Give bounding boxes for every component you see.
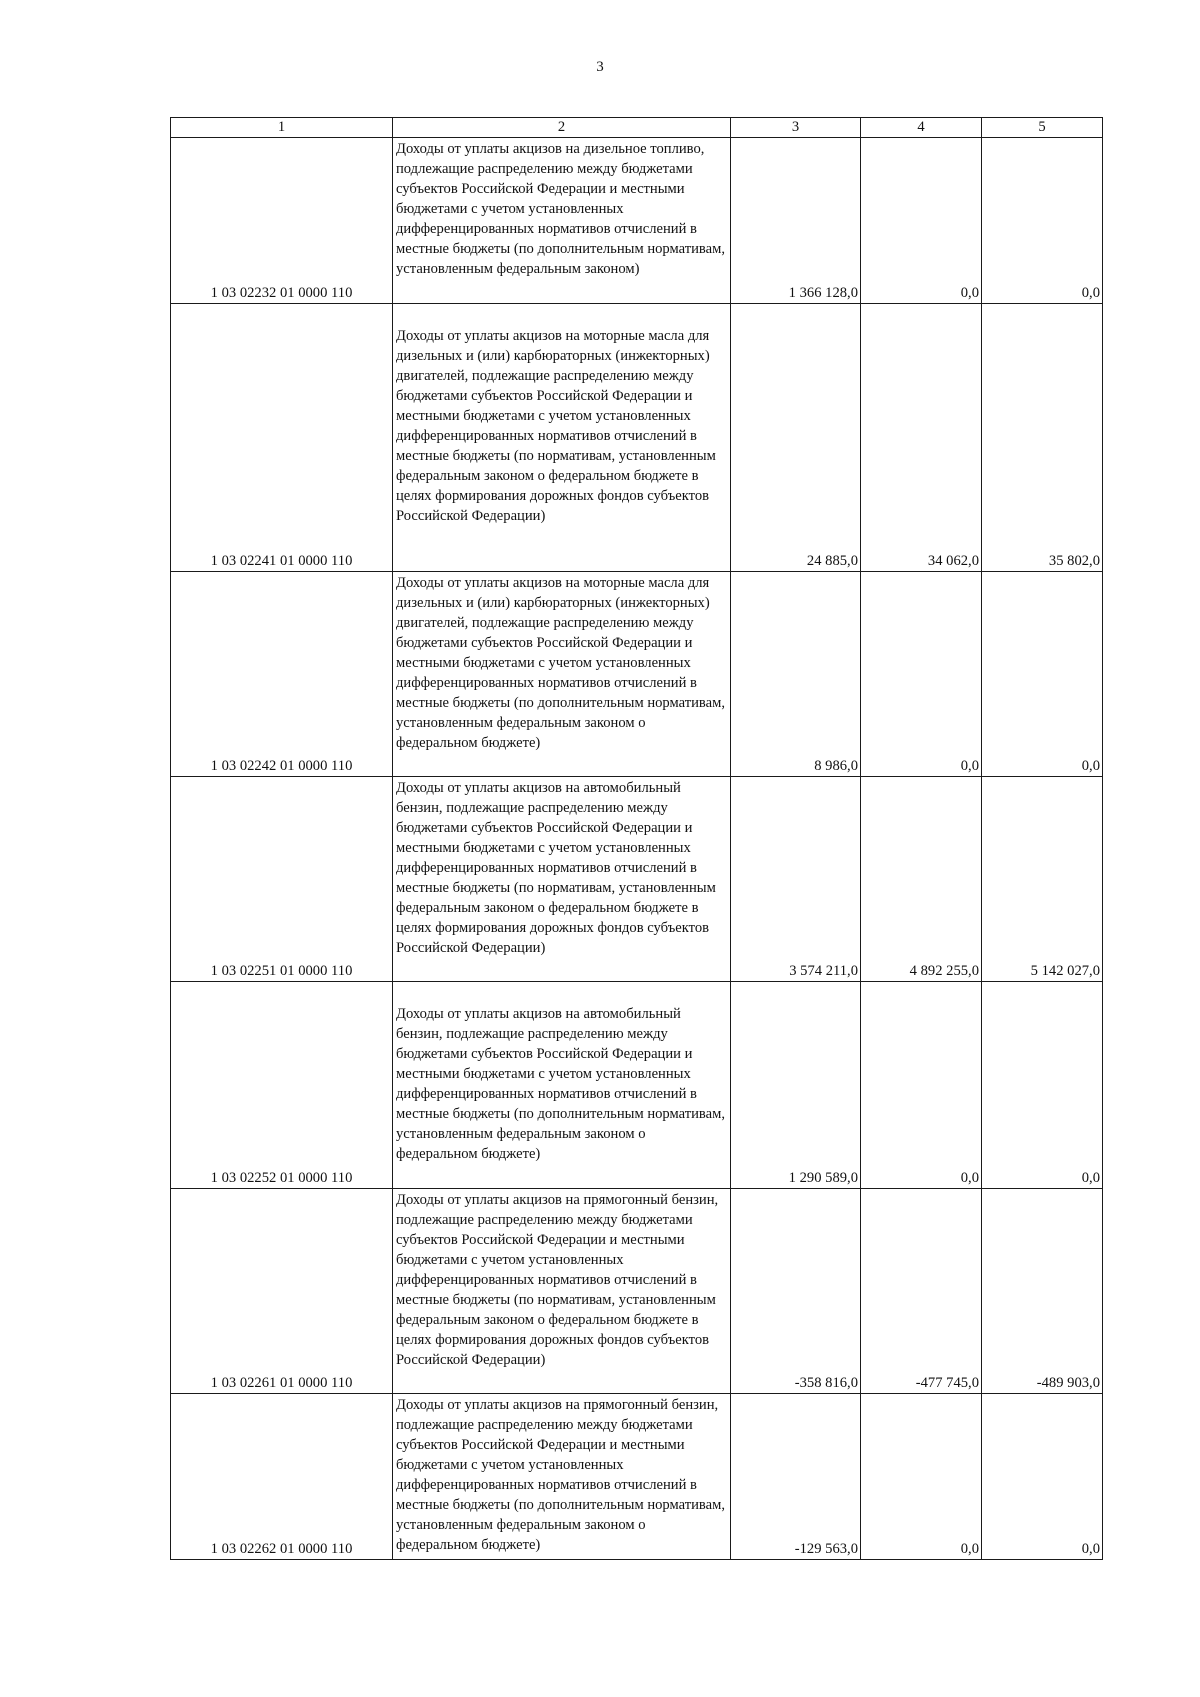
amount-column-3: 1 366 128,0 <box>731 138 861 304</box>
revenue-code: 1 03 02251 01 0000 110 <box>171 777 393 982</box>
amount-column-3: 3 574 211,0 <box>731 777 861 982</box>
revenue-description: Доходы от уплаты акцизов на прямогонный бензин, подлежащие распределению между бюджетами субъектов Российской Федерации и местными бюджетами с учетом установленных дифференцированных нормативов отчислений в местные бюджеты (по дополнительным нормативам, установленным федеральным законом о федеральном бюджете) <box>393 1394 731 1560</box>
amount-column-3: -129 563,0 <box>731 1394 861 1560</box>
column-header-3: 3 <box>731 118 861 138</box>
amount-column-5: 5 142 027,0 <box>982 777 1103 982</box>
revenue-code: 1 03 02261 01 0000 110 <box>171 1189 393 1394</box>
revenue-description: Доходы от уплаты акцизов на прямогонный бензин, подлежащие распределению между бюджетами субъектов Российской Федерации и местными бюджетами с учетом установленных дифференцированных нормативов отчислений в местные бюджеты (по нормативам, установленным федеральным законом о федеральном бюджете в целях формирования дорожных фондов субъектов Российской Федерации) <box>393 1189 731 1394</box>
amount-column-4: 4 892 255,0 <box>861 777 982 982</box>
budget-revenue-table <box>170 117 1103 1560</box>
revenue-code: 1 03 02232 01 0000 110 <box>171 138 393 304</box>
amount-column-3: 24 885,0 <box>731 304 861 572</box>
table-row <box>171 304 1103 572</box>
amount-column-5: -489 903,0 <box>982 1189 1103 1394</box>
revenue-description: Доходы от уплаты акцизов на автомобильный бензин, подлежащие распределению между бюджетами субъектов Российской Федерации и местными бюджетами с учетом установленных дифференцированных нормативов отчислений в местные бюджеты (по нормативам, установленным федеральным законом о федеральном бюджете в целях формирования дорожных фондов субъектов Российской Федерации) <box>393 777 731 982</box>
revenue-code: 1 03 02262 01 0000 110 <box>171 1394 393 1560</box>
amount-column-4: 0,0 <box>861 1394 982 1560</box>
amount-column-5: 0,0 <box>982 572 1103 777</box>
revenue-description: Доходы от уплаты акцизов на автомобильный бензин, подлежащие распределению между бюджетами субъектов Российской Федерации и местными бюджетами с учетом установленных дифференцированных нормативов отчислений в местные бюджеты (по дополнительным нормативам, установленным федеральным законом о федеральном бюджете) <box>393 982 731 1189</box>
revenue-description: Доходы от уплаты акцизов на моторные масла для дизельных и (или) карбюраторных (инжекторных) двигателей, подлежащие распределению между бюджетами субъектов Российской Федерации и местными бюджетами с учетом установленных дифференцированных нормативов отчислений в местные бюджеты (по нормативам, установленным федеральным законом о федеральном бюджете в целях формирования дорожных фондов субъектов Российской Федерации) <box>393 304 731 572</box>
column-header-2: 2 <box>393 118 731 138</box>
amount-column-4: 0,0 <box>861 572 982 777</box>
amount-column-4: 0,0 <box>861 138 982 304</box>
table-row <box>171 982 1103 1189</box>
amount-column-3: 8 986,0 <box>731 572 861 777</box>
revenue-code: 1 03 02252 01 0000 110 <box>171 982 393 1189</box>
revenue-code: 1 03 02241 01 0000 110 <box>171 304 393 572</box>
amount-column-3: -358 816,0 <box>731 1189 861 1394</box>
column-number-row <box>171 118 1103 138</box>
amount-column-4: -477 745,0 <box>861 1189 982 1394</box>
column-header-4: 4 <box>861 118 982 138</box>
table-row <box>171 1189 1103 1394</box>
amount-column-4: 34 062,0 <box>861 304 982 572</box>
amount-column-5: 35 802,0 <box>982 304 1103 572</box>
amount-column-5: 0,0 <box>982 138 1103 304</box>
table-row <box>171 572 1103 777</box>
revenue-description: Доходы от уплаты акцизов на моторные масла для дизельных и (или) карбюраторных (инжекторных) двигателей, подлежащие распределению между бюджетами субъектов Российской Федерации и местными бюджетами с учетом установленных дифференцированных нормативов отчислений в местные бюджеты (по дополнительным нормативам, установленным федеральным законом о федеральном бюджете) <box>393 572 731 777</box>
amount-column-3: 1 290 589,0 <box>731 982 861 1189</box>
table-row <box>171 777 1103 982</box>
column-header-5: 5 <box>982 118 1103 138</box>
amount-column-4: 0,0 <box>861 982 982 1189</box>
amount-column-5: 0,0 <box>982 982 1103 1189</box>
table-row <box>171 138 1103 304</box>
amount-column-5: 0,0 <box>982 1394 1103 1560</box>
revenue-description: Доходы от уплаты акцизов на дизельное топливо, подлежащие распределению между бюджетами субъектов Российской Федерации и местными бюджетами с учетом установленных дифференцированных нормативов отчислений в местные бюджеты (по дополнительным нормативам, установленным федеральным законом) <box>393 138 731 304</box>
column-header-1: 1 <box>171 118 393 138</box>
page-number: 3 <box>596 59 604 75</box>
revenue-code: 1 03 02242 01 0000 110 <box>171 572 393 777</box>
table-row <box>171 1394 1103 1560</box>
